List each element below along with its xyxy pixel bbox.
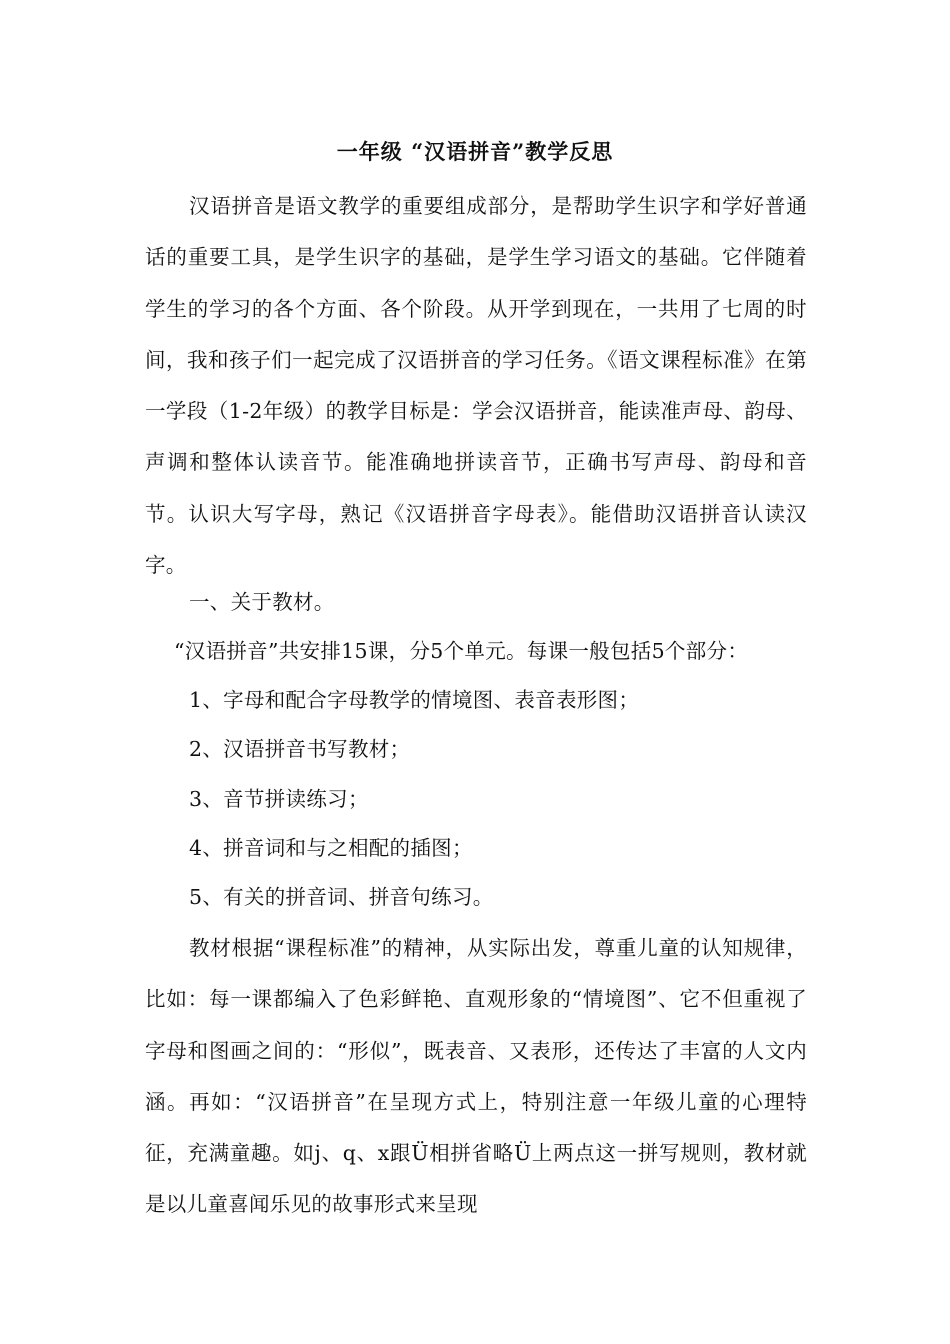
list-item: 2、汉语拼音书写教材；: [189, 737, 411, 761]
list-item: 1、字母和配合字母教学的情境图、表音表形图；: [189, 688, 640, 712]
document-title: 一年级 “汉语拼音”教学反思: [336, 139, 614, 164]
list-item: 5、有关的拼音词、拼音句练习。: [189, 885, 494, 909]
section-lead: “汉语拼音”共安排15课，分5个单元。每课一般包括5个部分：: [174, 639, 749, 663]
intro-paragraph: 汉语拼音是语文教学的重要组成部分，是帮助学生识字和学好普通话的重要工具，是学生识字的基础，是学生学习语文的基础。它伴随着学生的学习的各个方面、各个阶段。从开学到现在，一共用了七周的时间，我和孩子们一起完成了汉语拼音的学习任务。《语文课程标准》在第一学段（1-2年级）的教学目标是：学会汉语拼音，能读准声母、韵母、声调和整体认读音节。能准确地拼读音节，正确书写声母、韵母和音节。认识大写字母，熟记《汉语拼音字母表》。能借助汉语拼音认读汉字。: [145, 194, 807, 578]
body-paragraph: 教材根据“课程标准”的精神，从实际出发，尊重儿童的认知规律，比如：每一课都编入了色彩鲜艳、直观形象的“情境图”、它不但重视了字母和图画之间的：“形似”，既表音、又表形，还传达了丰富的人文内涵。再如：“汉语拼音”在呈现方式上，特别注意一年级儿童的心理特征，充满童趣。如j、q、x跟Ü相拼省略Ü上两点这一拼写规则，教材就是以儿童喜闻乐见的故事形式来呈现: [145, 936, 807, 1217]
list-item: 3、音节拼读练习；: [189, 787, 369, 811]
section-heading: 一、关于教材。: [189, 590, 335, 614]
list-item: 4、拼音词和与之相配的插图；: [189, 836, 473, 860]
